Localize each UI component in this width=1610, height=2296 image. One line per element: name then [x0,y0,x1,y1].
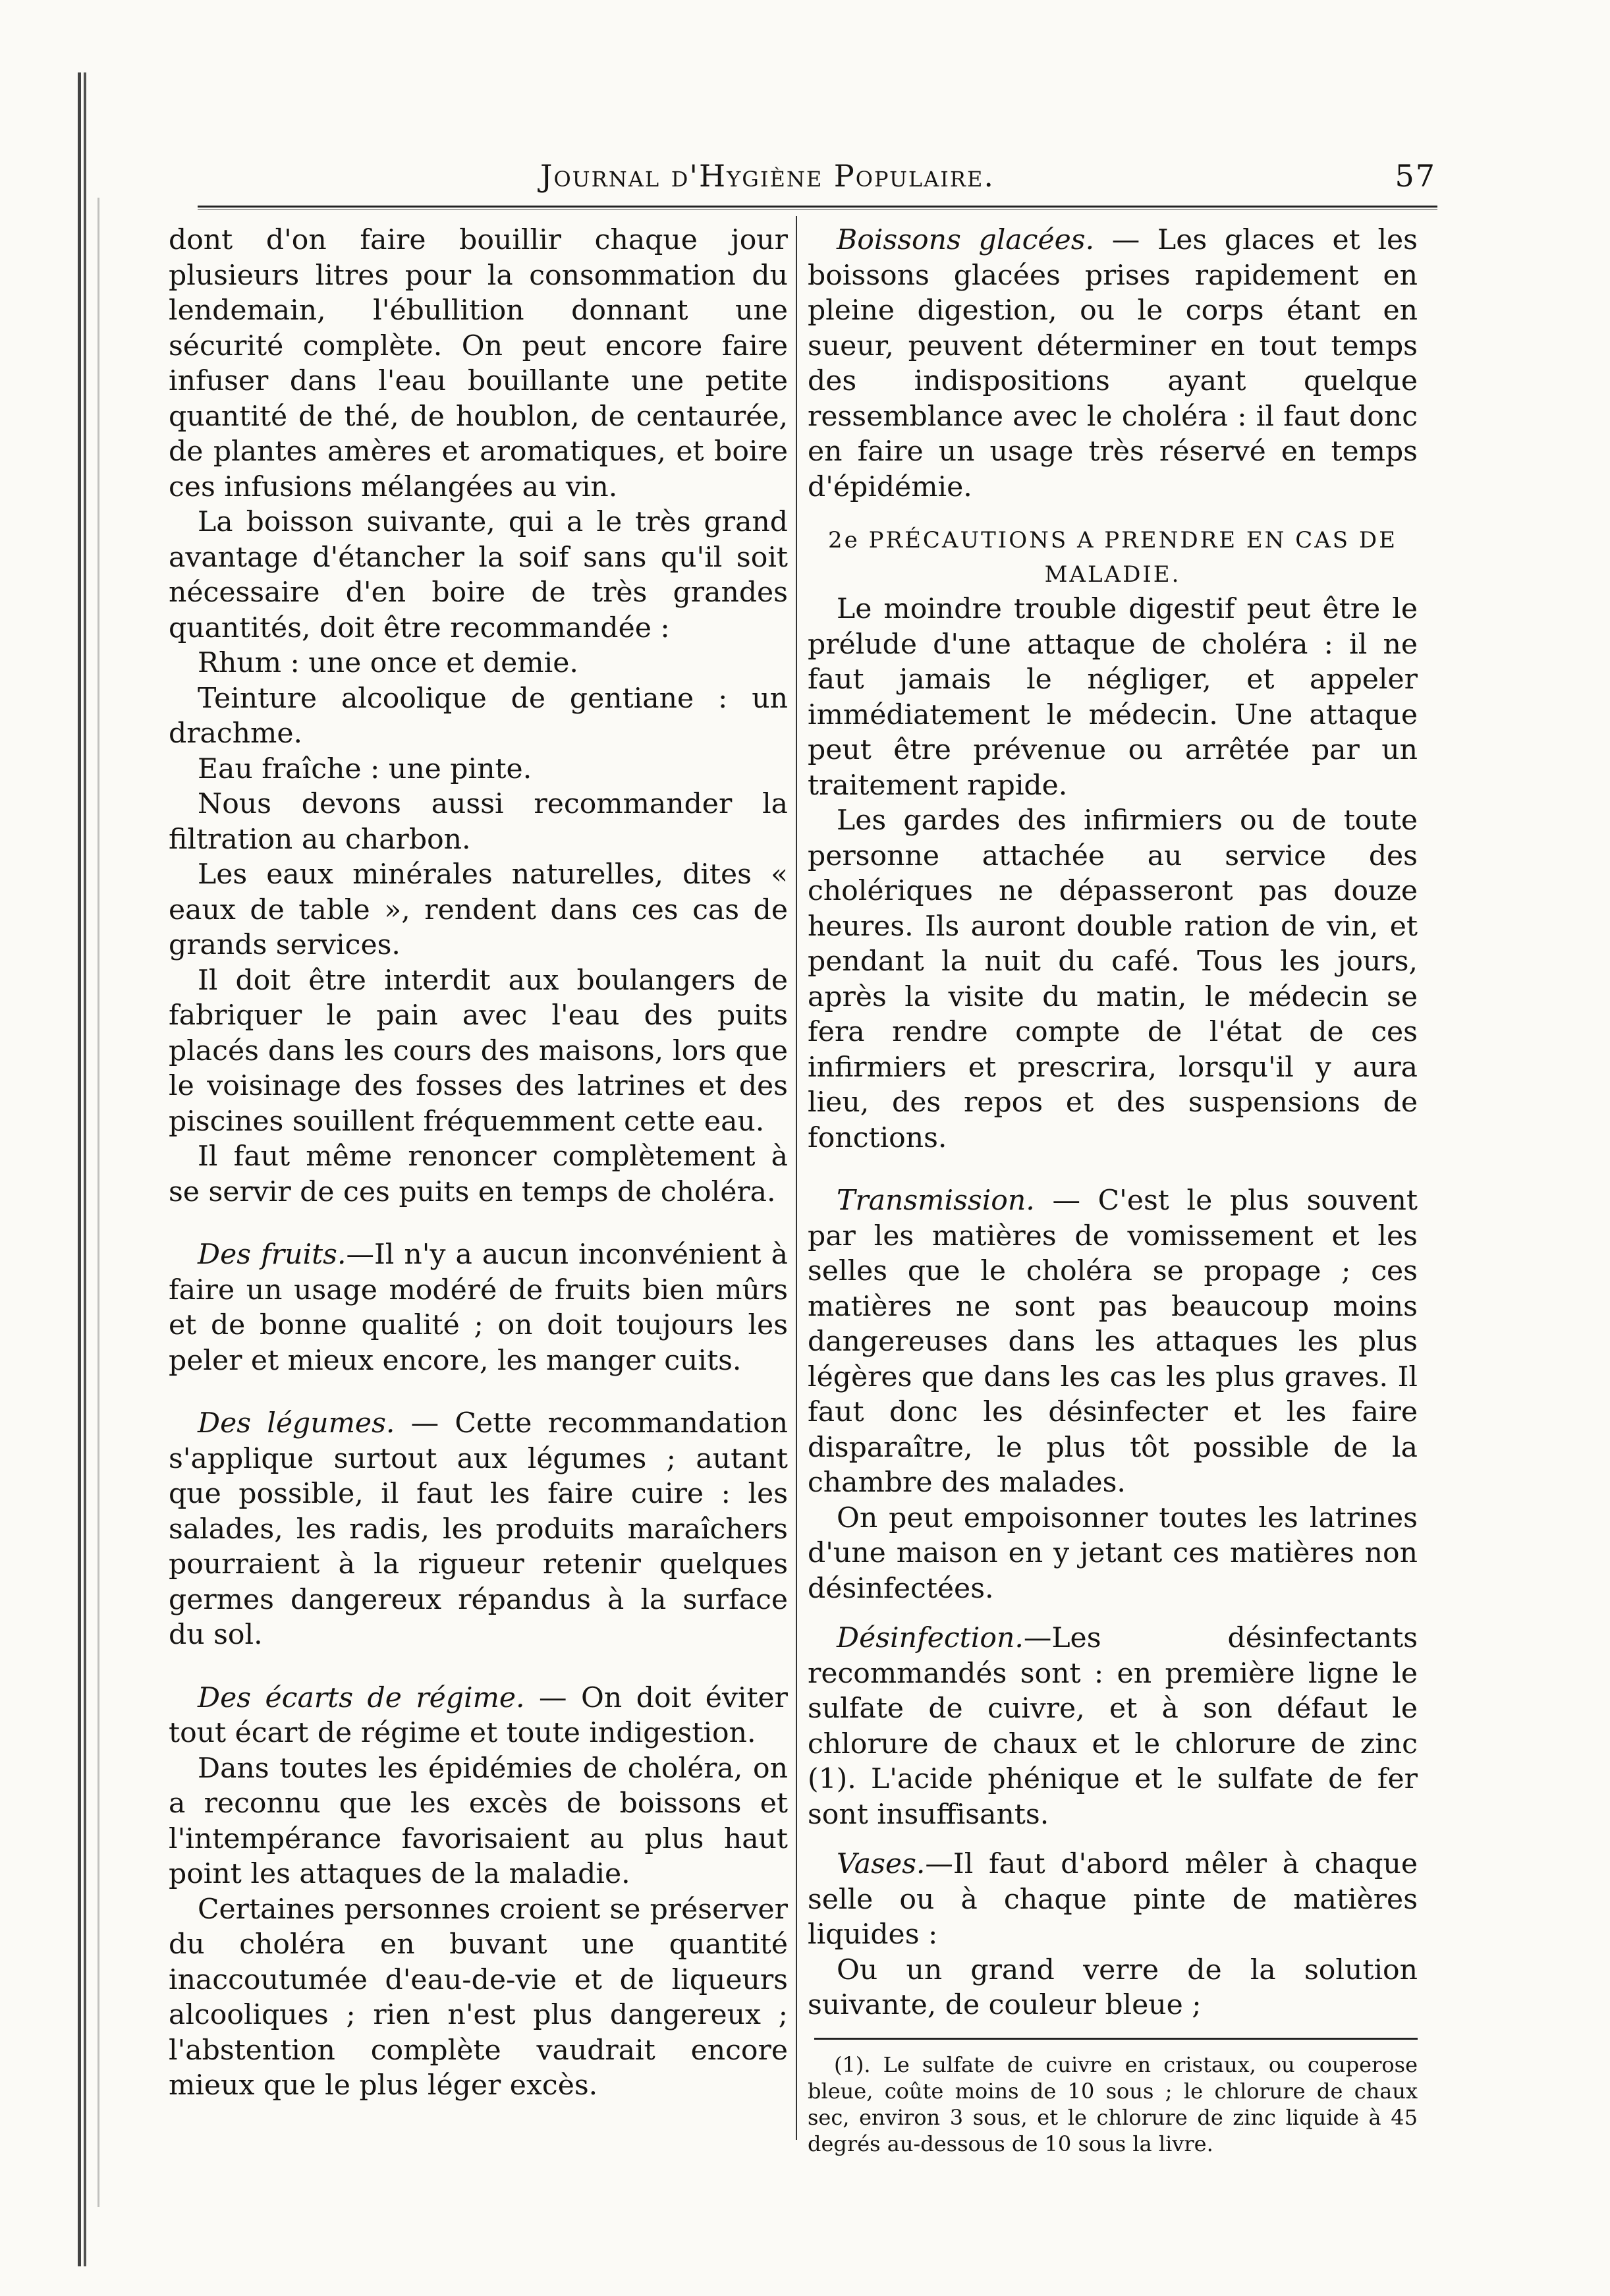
section-title: Transmission. [837,1185,1035,1217]
section-heading: 2e PRÉCAUTIONS A PRENDRE EN CAS DE MALADIE. [828,527,1397,588]
paragraph: Dans toutes les épidémies de choléra, on a reconnu que les excès de boissons et l'intempérance favorisaient au plus haut point les attaques de la maladie. [169,1752,788,1890]
section-title: Vases. [837,1848,926,1880]
section-title: Boissons glacées. [837,224,1095,256]
section-title: Des légumes. [198,1407,395,1440]
header-rule [198,206,1437,208]
page-binding-shadow [97,198,99,2207]
paragraph: On peut empoisonner toutes les latrines d'une maison en y jetant ces matières non désinfectées. [808,1501,1418,1605]
paragraph: Ou un grand verre de la solution suivante, de couleur bleue ; [808,1953,1418,2021]
footnote-rule [814,2038,1418,2040]
section-desinfection: Désinfection.—Les désinfectants recommandés sont : en première ligne le sulfate de cuivre, et à son défaut le chlorure de chaux et le chlorure de zinc (1). L'acide phénique et le sulfate de fer sont insuffisants. [808,1622,1418,1831]
page-number: 57 [1395,158,1436,194]
paragraph: dont d'on faire bouillir chaque jour plusieurs litres pour la consommation du lendemain, l'ébullition donnant une sécurité complète. On peut encore faire infuser dans l'eau bouillante une petite quantité de thé, de houblon, de centaurée, de plantes amères et aromatiques, et boire ces infusions mélangées au vin. [169,224,788,503]
column-divider [796,216,797,2140]
recipe-line: Rhum : une once et demie. [198,647,578,679]
paragraph: Le moindre trouble digestif peut être le prélude d'une attaque de choléra : il ne faut jamais le négliger, et appeler immédiatement le médecin. Une attaque peut être prévenue ou arrêtée par un traitement rapide. [808,593,1418,802]
section-fruits: Des fruits.—Il n'y a aucun inconvénient à faire un usage modéré de fruits bien mûrs et de bonne qualité ; on doit toujours les peler et mieux encore, les manger cuits. [169,1239,788,1377]
paragraph: Nous devons aussi recommander la filtration au charbon. [169,788,788,856]
journal-title: Journal d'Hygiène Populaire. [540,158,995,194]
section-vases: Vases.—Il faut d'abord mêler à chaque selle ou à chaque pinte de matières liquides : [808,1848,1418,1951]
section-legumes: Des légumes. — Cette recommandation s'applique surtout aux légumes ; autant que possible, il faut les faire cuire : les salades, les radis, les produits maraîchers pourraient à la rigueur retenir quelques germes dangereux répandus à la surface du sol. [169,1407,788,1651]
paragraph: Les gardes des infirmiers ou de toute personne attachée au service des cholériques ne dépasseront pas douze heures. Ils auront double ration de vin, et pendant la nuit du café. Tous les jours, après la visite du matin, le médecin se fera rendre compte de l'état de ces infirmiers et prescrira, lorsqu'il y aura lieu, des repos et des suspensions de fonctions. [808,804,1418,1154]
recipe-line: Eau fraîche : une pinte. [198,752,532,785]
section-boissons-glacees: Boissons glacées. — Les glaces et les boissons glacées prises rapidement en pleine digestion, ou le corps étant en sueur, peuvent déterminer en tout temps des indispositions ayant quelque ressemblance avec le choléra : il faut donc en faire un usage très réservé en temps d'épidémie. [808,224,1418,503]
page-binding-edge [78,72,90,2266]
recipe-line: Teinture alcoolique de gentiane : un drachme. [169,682,788,750]
section-title: Des fruits. [198,1239,347,1271]
footnote: (1). Le sulfate de cuivre en cristaux, ou couperose bleue, coûte moins de 10 sous ; le chlorure de chaux sec, environ 3 sous, et le chlorure de zinc liquide à 45 degrés au-dessous de 10 sous la livre. [808,2052,1418,2156]
paragraph: Il doit être interdit aux boulangers de fabriquer le pain avec l'eau des puits placés dans les cours des maisons, lors que le voisinage des fosses des latrines et des piscines souillent fréquemment cette eau. [169,964,788,1138]
paragraph: Les eaux minérales naturelles, dites « eaux de table », rendent dans ces cas de grands services. [169,858,788,961]
left-column [169,223,788,2104]
section-title: Désinfection. [837,1622,1024,1654]
paragraph: La boisson suivante, qui a le très grand avantage d'étancher la soif sans qu'il soit nécessaire d'en boire de très grandes quantités, doit être recommandée : [169,506,788,644]
paragraph: Il faut même renoncer complètement à se servir de ces puits en temps de choléra. [169,1140,788,1208]
section-transmission: Transmission. — C'est le plus souvent par les matières de vomissement et les selles que le choléra se propage ; ces matières ne sont pas beaucoup moins dangereuses dans les attaques les plus légères que dans les cas les plus graves. Il faut donc les désinfecter et les faire disparaître, le plus tôt possible de la chambre des malades. [808,1185,1418,1499]
paragraph: Certaines personnes croient se préserver du choléra en buvant une quantité inaccoutumée d'eau-de-vie et de liqueurs alcooliques ; rien n'est plus dangereux ; l'abstention complète vaudrait encore mieux que le plus léger excès. [169,1893,788,2102]
right-column [808,223,1418,2157]
section-ecarts-de-regime: Des écarts de régime. — On doit éviter tout écart de régime et toute indigestion. [169,1681,788,1749]
section-title: Des écarts de régime. [198,1681,525,1714]
running-header [198,158,1436,199]
